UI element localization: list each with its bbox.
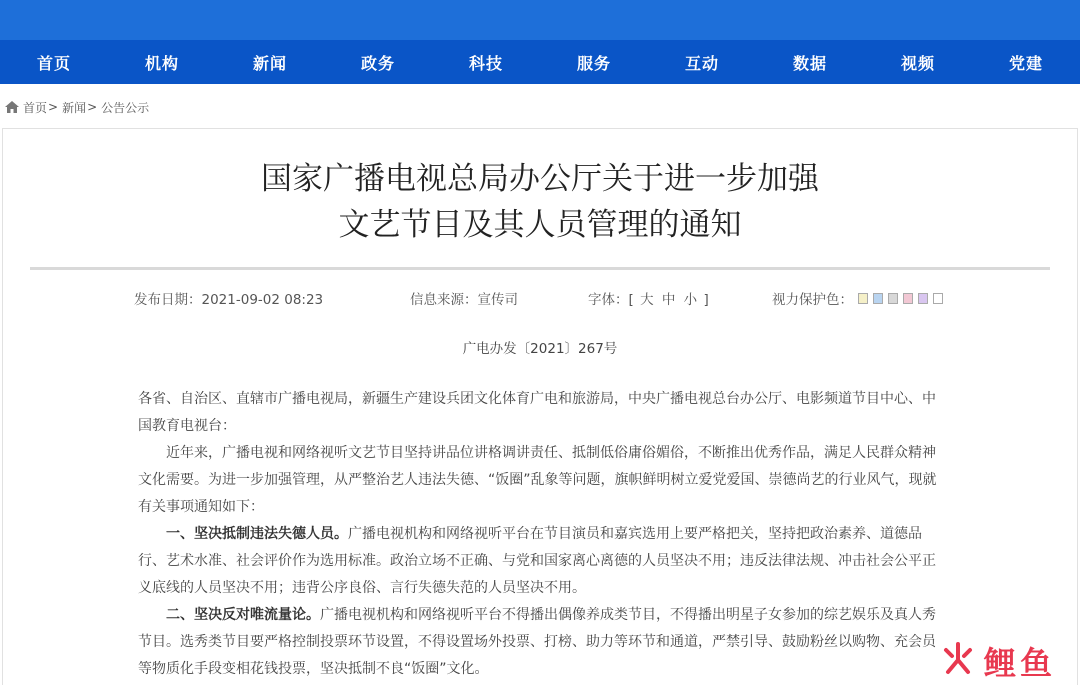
breadcrumb-separator: > [87, 100, 98, 114]
nav-item-data[interactable]: 数据 [792, 53, 827, 73]
article-title-line-2: 文艺节目及其人员管理的通知 [338, 207, 742, 243]
nav-item-party[interactable]: 党建 [1008, 53, 1043, 73]
nav-item-news[interactable]: 新闻 [252, 53, 287, 73]
flame-icon [940, 640, 976, 685]
article-title [0, 156, 1080, 248]
main-nav [0, 40, 1080, 84]
home-icon [4, 100, 20, 114]
font-size-small-button[interactable]: 小 [683, 292, 698, 308]
nav-item-services[interactable]: 服务 [576, 53, 611, 73]
watermark-logo [940, 640, 1056, 685]
eye-care-swatch-gray[interactable] [888, 293, 898, 304]
paragraph-item-1-text: 广播电视机构和网络视听平台在节目演员和嘉宾选用上要严格把关，坚持把政治素养、道德品行、艺术水准、社会评价作为选用标准。政治立场不正确、与党和国家离心离德的人员坚决不用；违反法律法规、冲击社会公平正义底线的人员坚决不用；违背公序良俗、言行失德失范的人员坚决不用。 [138, 526, 936, 596]
eye-care-swatch-purple[interactable] [918, 293, 928, 304]
paragraph-addressees: 各省、自治区、直辖市广播电视局，新疆生产建设兵团文化体育广电和旅游局，中央广播电视总台办公厅、电影频道节目中心、中国教育电视台： [138, 391, 936, 434]
breadcrumb-home[interactable]: 首页 [23, 100, 48, 115]
eye-care-swatch-blue[interactable] [873, 293, 883, 304]
breadcrumb-news[interactable]: 新闻 [62, 100, 87, 115]
font-size-bracket: ] [703, 292, 709, 308]
paragraph-intro: 近年来，广播电视和网络视听文艺节目坚持讲品位讲格调讲责任、抵制低俗庸俗媚俗，不断推出优秀作品，满足人民群众精神文化需要。为进一步加强管理，从严整治艺人违法失德、“饭圈”乱象等问题，旗帜鲜明树立爱党爱国、崇德尚艺的行业风气，现就有关事项通知如下： [138, 445, 937, 515]
nav-item-government[interactable]: 政务 [360, 53, 395, 73]
info-source: 信息来源：宣传司 [410, 292, 518, 308]
paragraph-item-2 [138, 602, 938, 683]
document-number: 广电办发〔2021〕267号 [462, 341, 618, 357]
paragraph-item-1 [138, 521, 938, 602]
nav-item-organization[interactable]: 机构 [144, 53, 179, 73]
font-size-medium-button[interactable]: 中 [661, 292, 676, 308]
eye-care-swatch-white[interactable] [933, 293, 943, 304]
font-size-control [588, 288, 709, 308]
font-size-large-button[interactable]: 大 [640, 292, 654, 308]
breadcrumb-announcements[interactable]: 公告公示 [101, 100, 150, 115]
breadcrumb-separator: > [48, 100, 59, 114]
title-divider [30, 267, 1050, 270]
top-banner [0, 0, 1080, 40]
font-size-label: 字体：[ [588, 292, 634, 308]
nav-item-home[interactable]: 首页 [36, 53, 71, 73]
watermark-text: 鲤鱼 [983, 643, 1056, 682]
eye-care-swatch-pink[interactable] [903, 293, 913, 304]
nav-item-technology[interactable]: 科技 [468, 53, 503, 73]
eye-care-swatch-yellow[interactable] [858, 293, 868, 304]
article-title-line-1: 国家广播电视总局办公厅关于进一步加强 [261, 161, 819, 197]
article-body [138, 386, 938, 683]
paragraph-item-2-heading: 二、坚决反对唯流量论。 [166, 607, 320, 623]
eye-care-control [772, 288, 943, 308]
nav-item-interaction[interactable]: 互动 [684, 53, 719, 73]
paragraph-item-2-text: 广播电视机构和网络视听平台不得播出偶像养成类节目，不得播出明星子女参加的综艺娱乐及真人秀节目。选秀类节目要严格控制投票环节设置，不得设置场外投票、打榜、助力等环节和通道，严禁引导、鼓励粉丝以购物、充会员等物质化手段变相花钱投票，坚决抵制不良“饭圈”文化。 [138, 607, 936, 677]
paragraph-item-1-heading: 一、坚决抵制违法失德人员。 [166, 526, 348, 542]
eye-care-label: 视力保护色： [772, 292, 853, 308]
breadcrumb [0, 96, 149, 118]
nav-item-video[interactable]: 视频 [900, 53, 935, 73]
publish-date: 发布日期：2021-09-02 08:23 [134, 292, 324, 308]
